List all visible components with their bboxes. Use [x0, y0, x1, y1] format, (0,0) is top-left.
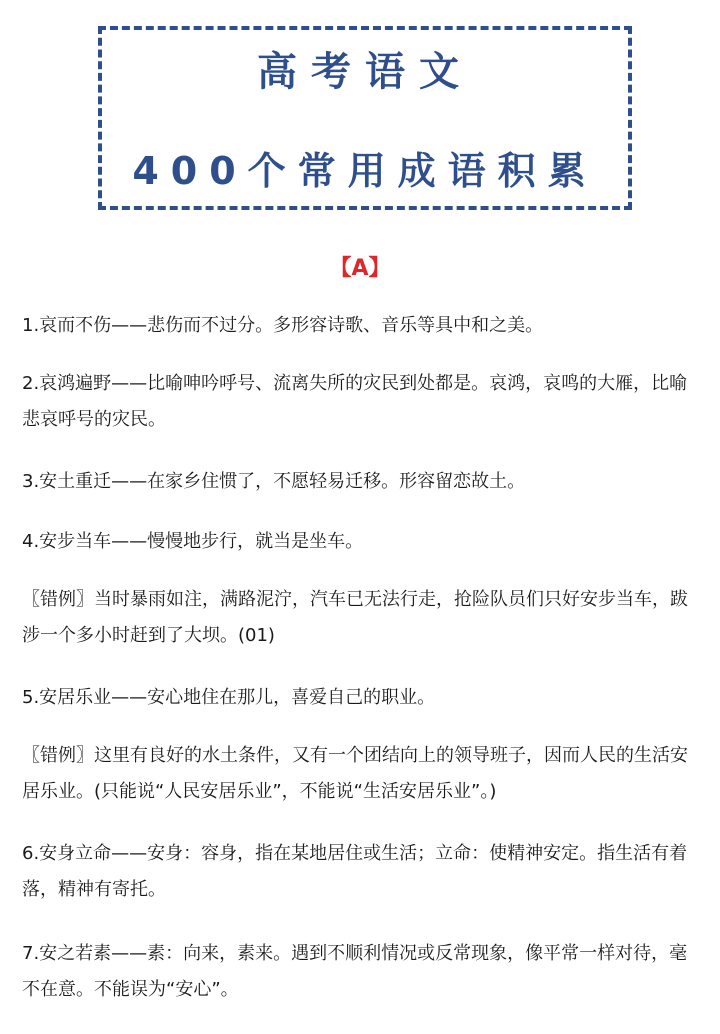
title-box [98, 26, 632, 210]
section-heading: 【A】 [329, 256, 391, 281]
idiom-entry: 2.哀鸿遍野——比喻呻吟呼号、流离失所的灾民到处都是。哀鸿，哀鸣的大雁，比喻悲哀呼号的灾民。 [22, 373, 688, 430]
error-example: 〖错例〗这里有良好的水土条件，又有一个团结向上的领导班子，因而人民的生活安居乐业。(只能说“人民安居乐业”，不能说“生活安居乐业”。) [22, 745, 688, 802]
page-title: 高考语文 [257, 49, 473, 95]
idiom-entry: 5.安居乐业——安心地住在那儿，喜爱自己的职业。 [22, 687, 436, 708]
idiom-entry: 6.安身立命——安身：容身，指在某地居住或生活；立命：使精神安定。指生活有着落，精神有寄托。 [22, 843, 688, 900]
idiom-entry: 3.安土重迁——在家乡住惯了，不愿轻易迁移。形容留恋故土。 [22, 471, 526, 492]
error-example: 〖错例〗当时暴雨如注，满路泥泞，汽车已无法行走，抢险队员们只好安步当车，跋涉一个多小时赶到了大坝。(01) [22, 589, 688, 646]
page-subtitle: 400个常用成语积累 [132, 149, 598, 193]
idiom-entry: 7.安之若素——素：向来，素来。遇到不顺利情况或反常现象，像平常一样对待，毫不在意。不能误为“安心”。 [22, 943, 688, 1000]
idiom-entry: 1.哀而不伤——悲伤而不过分。多形容诗歌、音乐等具中和之美。 [22, 315, 544, 336]
idiom-entry: 4.安步当车——慢慢地步行，就当是坐车。 [22, 531, 364, 552]
